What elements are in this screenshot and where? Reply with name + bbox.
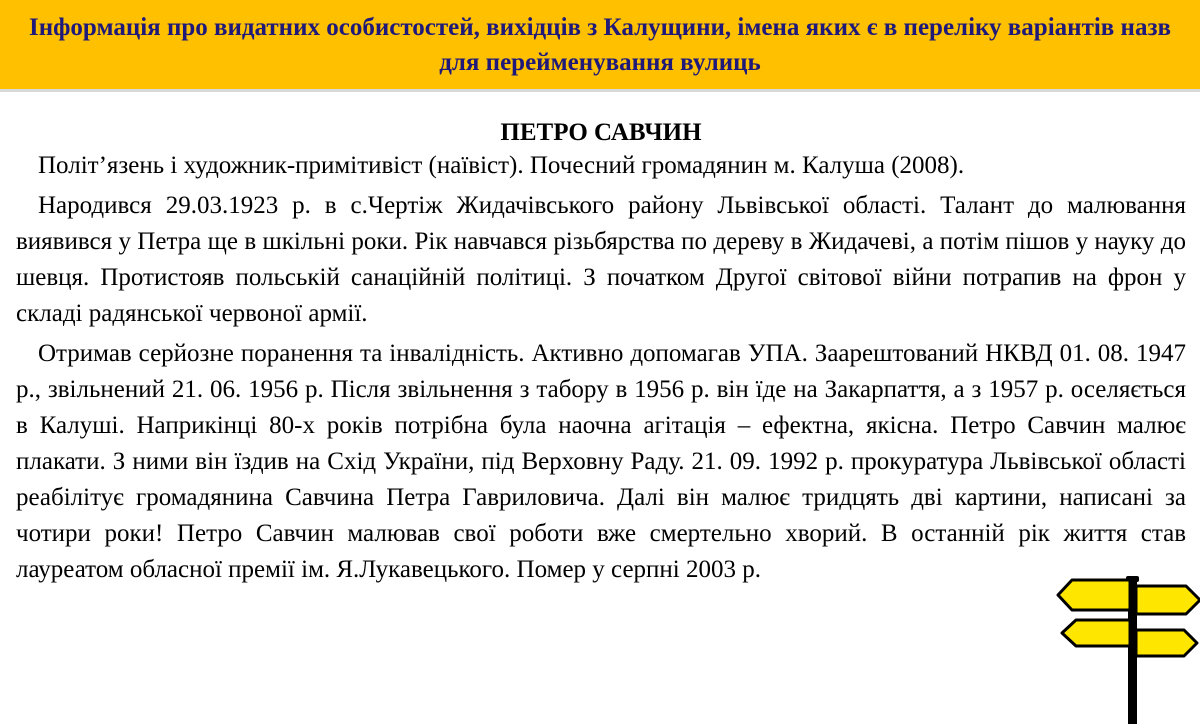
- bio-paragraph-3: Отримав серйозне поранення та інвалідність. Активно допомагав УПА. Заарештований НКВД 01. 08. 1947 р., звільнений 21. 06. 1956 р. Після звільнення з табору в 1956 р. він їде на Закарпаття, а з 1957 р. оселяється в Калуші. Наприкінці 80-х років потрібна була наочна агітація – ефектна, якісна. Петро Савчин малює плакати. З ними він їздив на Схід України, під Верховну Раду. 21. 09. 1992 р. прокуратура Львівської області реабілітує громадянина Савчина Петра Гавриловича. Далі він малює тридцять дві картини, написані за чотири роки! Петро Савчин малював свої роботи вже смертельно хворий. В останній рік життя став лауреатом обласної премії ім. Я.Лукавецького. Помер у серпні 2003 р.: [16, 340, 1186, 583]
- signpost-icon: [1054, 574, 1200, 724]
- person-name: ПЕТРО САВЧИН: [500, 119, 702, 146]
- bio-paragraph-1: Політ’язень і художник-примітивіст (наївіст). Почесний громадянин м. Калуша (2008).: [38, 152, 965, 179]
- bio-paragraph-2: Народився 29.03.1923 р. в с.Чертіж Жидачівського району Львівської області. Талант до малювання виявився у Петра ще в шкільні роки. Рік навчався різьбярства по дереву в Жидачеві, а потім пішов у науку до шевця. Протистояв польській санаційній політиці. З початком Другої світової війни потрапив на фрон у складі радянської червоної армії.: [16, 192, 1186, 327]
- page-title: Інформація про видатних особистостей, вихідців з Калущини, імена яких є в переліку варіантів назв для перейменування вулиць: [29, 13, 1171, 76]
- person-section: [16, 118, 1186, 588]
- header-banner: [0, 0, 1200, 92]
